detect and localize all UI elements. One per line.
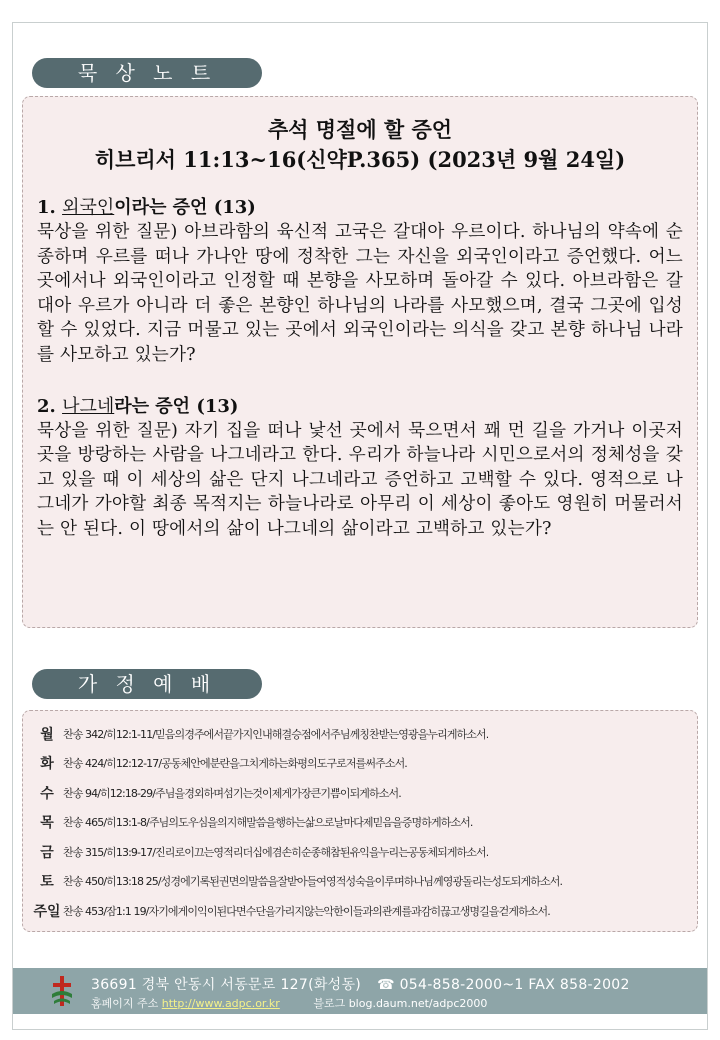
worship-reading: 찬송 94/히12:18-29/주님을경외하며섬기는것이제게가장큰기쁨이되게하소서. (63, 786, 401, 800)
scripture-reference: 히브리서 11:13~16(신약P.365) (2023년 9월 24일) (94, 147, 626, 172)
point-1-body: 묵상을 위한 질문) 아브라함의 육신적 고국은 갈대아 우르이다. 하나님의 약속에 순종하며 우르를 떠나 가나안 땅에 정착한 그는 자신을 외국인이라고 증언했다. 어느 곳에서나 외국인이라고 인정할 때 본향을 사모하며 돌아갈 수 있다. 아브라함은 갈대아 우르가 아니라 더 좋은 본향인 하나님의 나라를 사모했으며, 결국 그곳에 입성할 수 있었다. 지금 머물고 있는 곳에서 외국인이라는 의식을 갖고 본향 하나님 나라를 사모하고 있는가? (37, 222, 683, 365)
worship-row-saturday (31, 867, 689, 897)
worship-row-sunday (31, 896, 689, 926)
point-2-body: 묵상을 위한 질문) 자기 집을 떠나 낯선 곳에서 묵으면서 꽤 먼 길을 가거나 이곳저곳을 방랑하는 사람을 나그네라고 한다. 우리가 하늘나라 시민으로서의 정체성을 갖고 있을 때 이 세상의 삶은 단지 나그네라고 증언하고 고백할 수 있다. 영적으로 나그네가 가야할 최종 목적지는 하늘나라로 아무리 이 세상이 좋아도 영원히 머물러서는 안 된다. 이 땅에서의 삶이 나그네의 삶이라고 고백하고 있는가? (37, 420, 683, 539)
worship-day: 화 (40, 756, 54, 773)
point-2-keyword: 나그네 (62, 395, 115, 417)
worship-day: 금 (40, 844, 54, 861)
worship-section-tab: 가 정 예 배 (32, 669, 262, 699)
church-phone-fax: ☎ 054-858-2000~1 FAX 858-2002 (377, 977, 630, 993)
worship-day: 월 (40, 726, 54, 743)
sermon-title: 추석 명절에 할 증언 (267, 117, 453, 142)
worship-reading: 찬송 465/히13:1-8/주님의도우심을의지해말씀을행하는삶으로날마다제믿음을증명하게하소서. (63, 816, 473, 830)
worship-row-thursday (31, 808, 689, 838)
worship-row-friday (31, 837, 689, 867)
point-2-heading-rest: 라는 증언 (13) (114, 395, 239, 417)
worship-day: 수 (40, 785, 54, 802)
worship-reading: 찬송 450/히13:18 25/성경에기록된권면의말씀을잘받아들여영적성숙을이루며하나님께영광돌리는성도되게하소서. (63, 875, 563, 889)
meditation-box (22, 96, 698, 628)
worship-row-wednesday (31, 778, 689, 808)
point-1-heading-rest: 이라는 증언 (13) (114, 197, 256, 218)
worship-reading: 찬송 424/히12:12-17/공동체안에분란을그치게하는화평의도구로저를써주소서. (63, 757, 407, 771)
worship-reading: 찬송 342/히12:1-11/믿음의경주에서끝가지인내해결승점에서주님께칭찬받는영광을누리게하소서. (63, 727, 489, 741)
footer-contact-line (91, 974, 630, 994)
homepage-label: 홈페이지 주소 (91, 997, 159, 1010)
blog-address: 블로그 blog.daum.net/adpc2000 (313, 997, 488, 1010)
worship-row-tuesday (31, 749, 689, 779)
footer-web-line (91, 995, 487, 1011)
worship-reading: 찬송 453/잠1:1 19/자기에게이익이된다면수단을가리지않는악한이들과의관계를과감히끊고생명길을걷게하소서. (63, 904, 550, 918)
worship-day: 토 (40, 874, 54, 891)
worship-row-monday (31, 719, 689, 749)
point-2-number: 2. (37, 395, 63, 417)
church-footer (13, 968, 707, 1014)
point-1-keyword: 외국인 (62, 197, 115, 218)
worship-reading: 찬송 315/히13:9-17/진리로이끄는영적리더십에겸손히순종해참된유익을누리는공동체되게하소서. (63, 845, 489, 859)
church-cross-logo-icon (49, 974, 75, 1008)
worship-day: 주일 (33, 903, 61, 920)
point-1-heading (37, 195, 683, 220)
worship-box (22, 710, 698, 932)
homepage-link[interactable]: http://www.adpc.or.kr (161, 997, 280, 1010)
church-address: 36691 경북 안동시 서동문로 127(화성동) (91, 977, 362, 993)
point-1-number: 1. (37, 197, 63, 218)
worship-day: 목 (40, 815, 54, 832)
meditation-section-tab: 묵 상 노 트 (32, 58, 262, 88)
point-2-heading (37, 394, 683, 419)
